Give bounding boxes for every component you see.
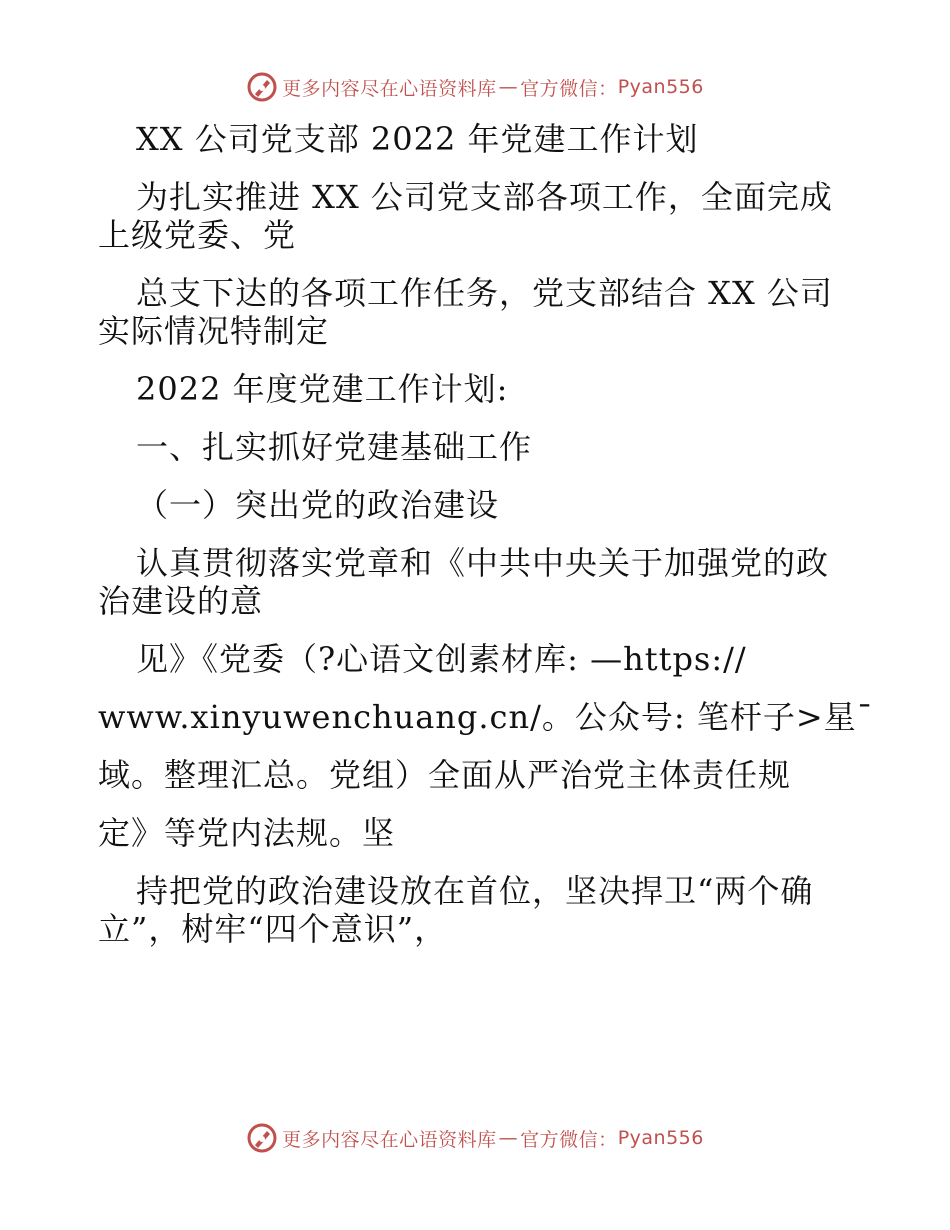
watermark-text: 更多内容尽在心语资料库 — [282, 77, 497, 100]
doc-line: 为扎实推进 XX 公司党支部各项工作，全面完成 — [136, 178, 833, 216]
doc-line: 2022 年度党建工作计划: — [136, 370, 509, 408]
doc-line: 持把党的政治建设放在首位，坚决捍卫“两个确 — [136, 872, 814, 910]
doc-line: 定》等党内法规。坚 — [98, 814, 396, 852]
doc-line: www.xinyuwenchuang.cn/。公众号: 笔杆子>星¯ — [98, 698, 874, 736]
doc-line: 见》《党委（?心语文创素材库: —https:// — [136, 640, 747, 678]
doc-line: （一）突出党的政治建设 — [136, 486, 500, 524]
doc-line: 一、扎实抓好党建基础工作 — [136, 428, 533, 466]
doc-line: 立”，树牢“四个意识”， — [98, 910, 448, 948]
watermark-text: 更多内容尽在心语资料库 — [282, 1128, 497, 1151]
watermark-header — [0, 71, 950, 103]
pen-seal-icon — [246, 1122, 278, 1154]
watermark-footer — [0, 1122, 950, 1154]
watermark-dash: — — [498, 1127, 519, 1149]
doc-line: 上级党委、党 — [98, 216, 297, 254]
document-body — [98, 120, 874, 968]
doc-line: 总支下达的各项工作任务，党支部结合 XX 公司 — [136, 274, 833, 312]
watermark-dash: — — [498, 76, 519, 98]
doc-line: XX 公司党支部 2022 年党建工作计划 — [136, 120, 699, 158]
doc-line: 实际情况特制定 — [98, 312, 330, 350]
watermark-wechat-id: Pyan556 — [617, 76, 704, 98]
doc-line: 治建设的意 — [98, 582, 264, 620]
watermark-wechat-label: 官方微信： — [520, 1128, 618, 1151]
watermark-wechat-id: Pyan556 — [617, 1127, 704, 1149]
watermark-wechat-label: 官方微信： — [520, 77, 618, 100]
pen-seal-icon — [246, 71, 278, 103]
doc-line: 认真贯彻落实党章和《中共中央关于加强党的政 — [136, 544, 830, 582]
doc-line: 域。整理汇总。党组）全面从严治党主体责任规 — [98, 756, 792, 794]
